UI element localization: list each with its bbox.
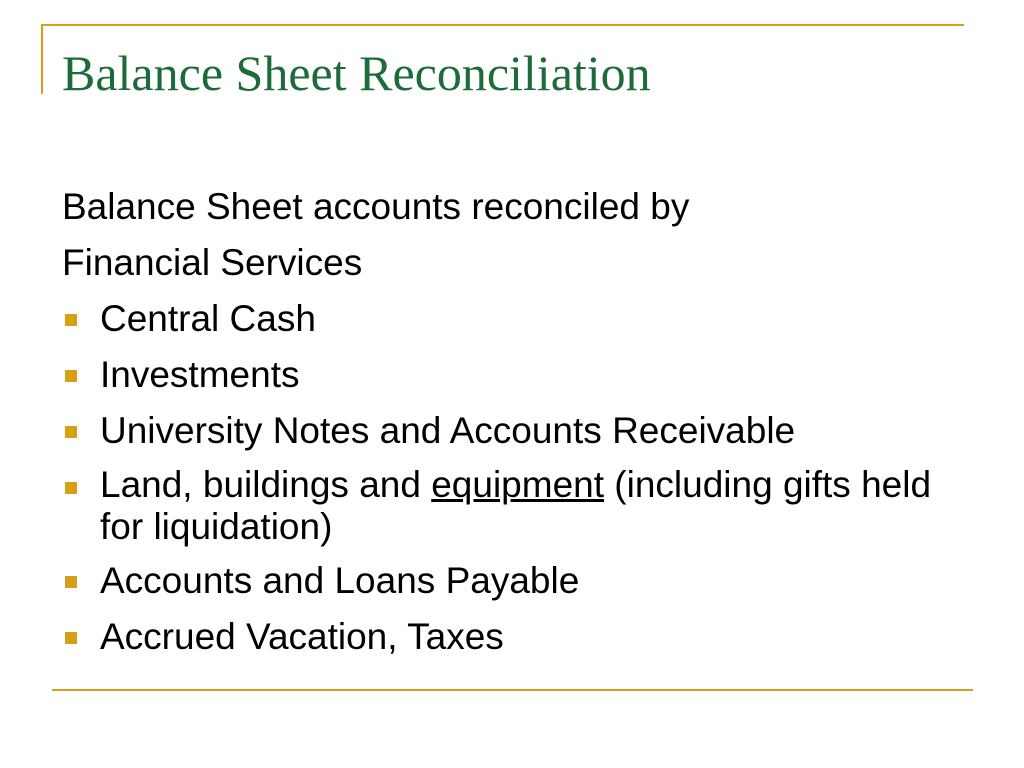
square-bullet-icon: [65, 370, 77, 382]
bullet-item-notes-receivable: [62, 408, 982, 454]
bullet-text: Accrued Vacation, Taxes: [100, 616, 504, 657]
left-accent-line: [41, 24, 43, 94]
slide-body: [62, 184, 982, 670]
bullet-text: University Notes and Accounts Receivable: [100, 410, 796, 451]
bullet-text-after: (including gifts held for liquidation): [100, 464, 932, 547]
square-bullet-icon: [65, 576, 77, 588]
bullet-list: [62, 296, 982, 660]
bullet-text: Investments: [100, 354, 300, 395]
bullet-item-investments: [62, 352, 982, 398]
square-bullet-icon: [65, 426, 77, 438]
equipment-link[interactable]: equipment: [431, 464, 605, 505]
bullet-text: Accounts and Loans Payable: [100, 560, 580, 601]
square-bullet-icon: [65, 482, 77, 494]
top-accent-line: [41, 24, 964, 26]
square-bullet-icon: [65, 632, 77, 644]
bottom-accent-line: [52, 689, 973, 691]
bullet-item-accounts-loans-payable: [62, 558, 982, 604]
square-bullet-icon: [65, 314, 77, 326]
slide-title: Balance Sheet Reconciliation: [62, 45, 651, 101]
bullet-item-accrued-vacation-taxes: [62, 614, 982, 660]
bullet-text: Central Cash: [100, 298, 316, 339]
bullet-text-before: Land, buildings and: [100, 464, 432, 505]
bullet-item-central-cash: [62, 296, 982, 342]
bullet-item-land-buildings-equipment: [62, 464, 982, 548]
intro-line-1: Balance Sheet accounts reconciled by: [62, 186, 690, 227]
intro-line-2: Financial Services: [62, 242, 363, 283]
